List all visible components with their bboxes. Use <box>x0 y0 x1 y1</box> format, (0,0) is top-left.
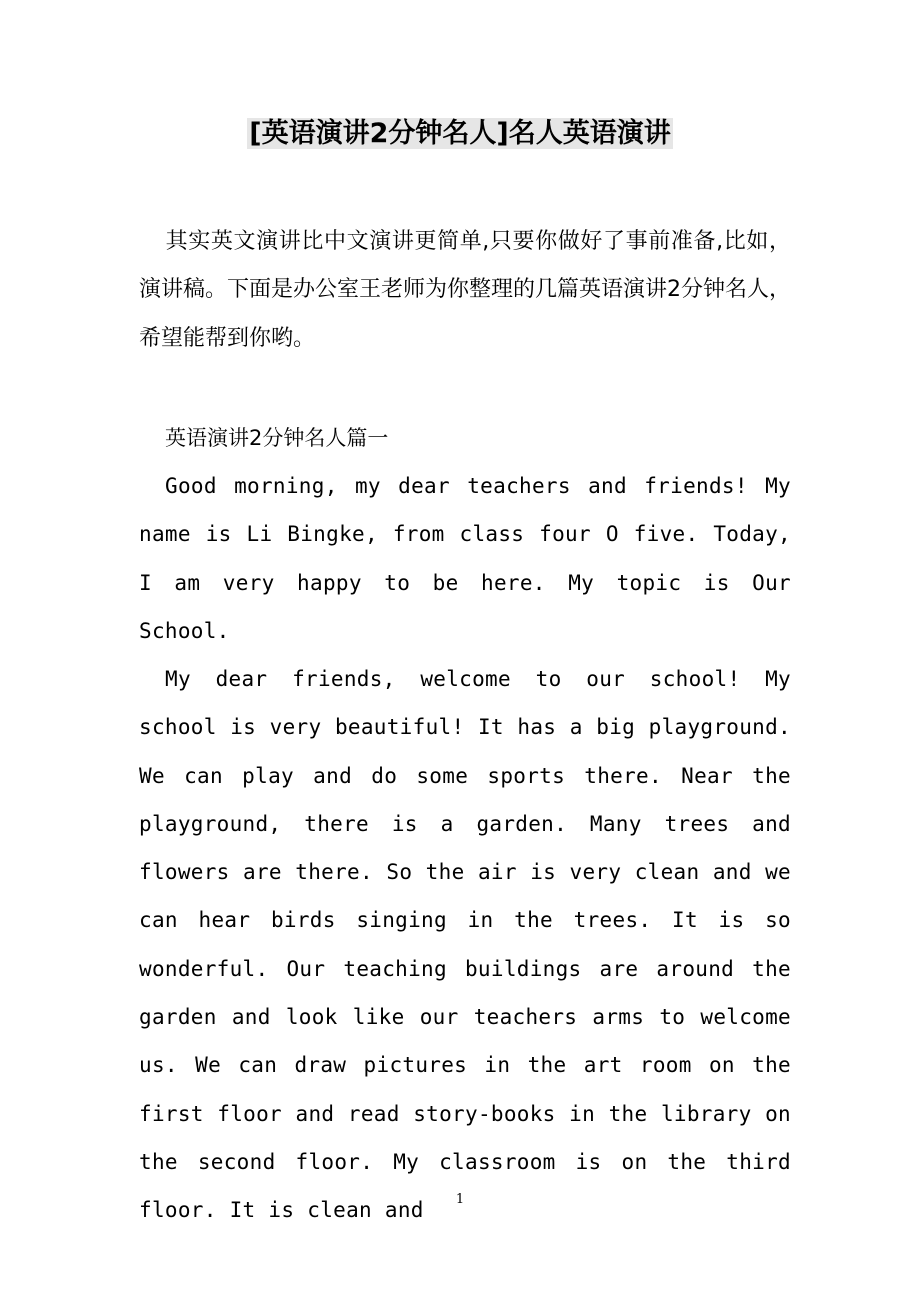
page-number: 1 <box>455 1192 465 1207</box>
speech-paragraph-2 <box>139 655 791 1235</box>
section-heading-text: 英语演讲2分钟名人篇一 <box>165 426 389 450</box>
intro-text: 其实英文演讲比中文演讲更简单,只要你做好了事前准备,比如，演讲稿。下面是办公室王老师为你整理的几篇英语演讲2分钟名人，希望能帮到你哟。 <box>139 229 791 351</box>
section-heading <box>139 414 791 462</box>
speech-paragraph-2-text: My dear friends, welcome to our school! My school is very beautiful! It has a big playground. We can play and do some sports there. Near the playground, there is a garden. Many trees and flowers are there. So the air is very clean and we can hear birds singing in the trees. It is so wonderful. Our teaching buildings are around the garden and look like our teachers arms to welcome us. We can draw pictures in the art room on the first floor and read story-books in the library on the second floor. My classroom is on the third floor. It is clean and <box>139 667 791 1223</box>
document-title-text: [英语演讲2分钟名人]名人英语演讲 <box>249 118 671 149</box>
intro-paragraph <box>139 218 791 363</box>
speech-paragraph-1-text: Good morning, my dear teachers and friends! My name is Li Bingke, from class four O five. Today, I am very happy to be here. My topic is Our School. <box>139 474 791 643</box>
document-title <box>0 114 920 154</box>
speech-paragraph-1 <box>139 462 791 655</box>
